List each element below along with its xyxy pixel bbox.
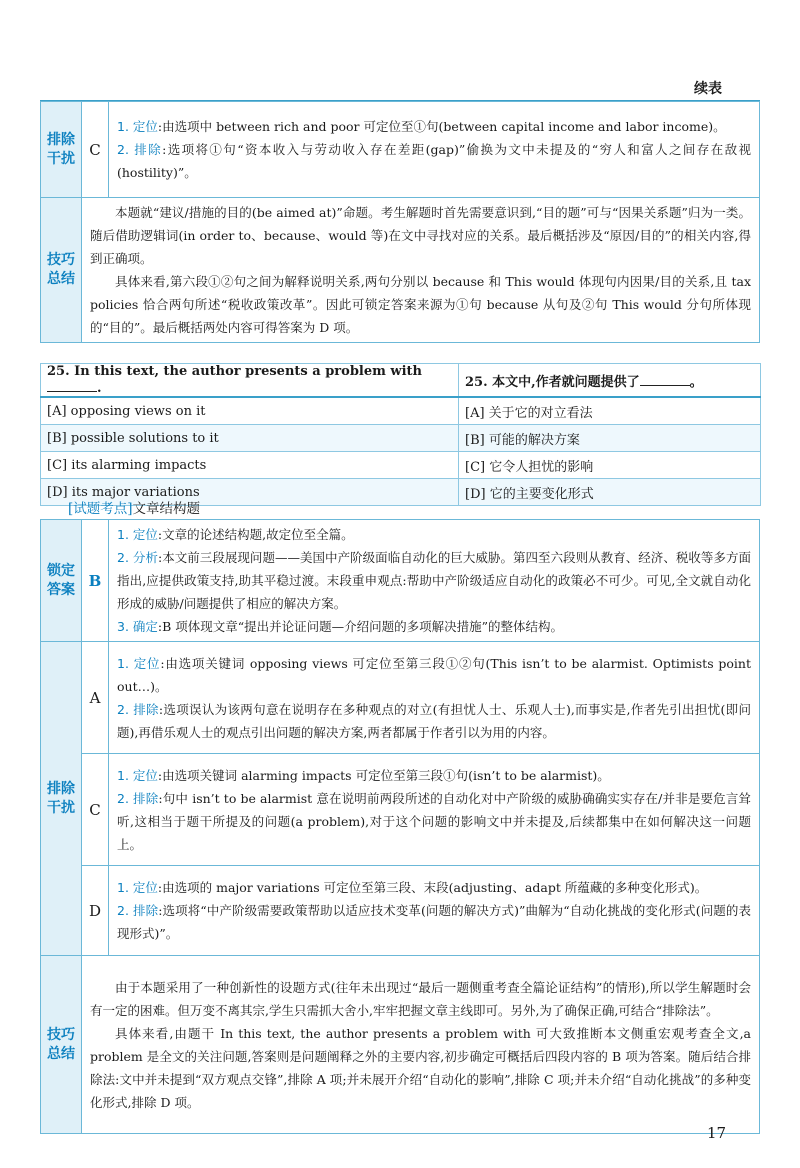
- point-text: :由选项关键词 opposing views 可定位至第三段①②句(This isn’t to be alarmist. Optimists point out…)。: [117, 655, 751, 694]
- point-text: :文章的论述结构题,故定位至全篇。: [157, 527, 354, 542]
- bottom-analysis-table: [40, 519, 760, 1134]
- exclude-c-text: [109, 102, 760, 198]
- point-text: :由选项的 major variations 可定位至第三段、末段(adjusting、adapt 所蕴藏的多种变化形式)。: [157, 880, 708, 895]
- point-label: 3. 确定: [117, 619, 158, 634]
- option-en: [A] opposing views on it: [41, 397, 459, 425]
- point-label: 1. 定位: [117, 880, 158, 895]
- tag-lock-answer: [41, 520, 82, 642]
- option-en: [D] its major variations: [41, 479, 459, 506]
- summary-paragraph: 本题就“建议/措施的目的(be aimed at)”命题。考生解题时首先需要意识到,“目的题”可与“因果关系题”归为一类。随后借助逻辑词(in order to、because、would 等)在文中寻找对应的关系。最后概括涉及“原因/目的”的相关内容,得到正确项。: [90, 205, 751, 266]
- summary-paragraph: 由于本题采用了一种创新性的设题方式(往年未出现过“最后一题侧重考查全篇论证结构”的情形),所以学生解题时会有一定的困难。但万变不离其宗,学生只需抓大舍小,牢牢把握文章主线即可。另外,为了确保正确,可结合“排除法”。: [90, 979, 751, 1018]
- point-label: 2. 排除: [117, 142, 163, 157]
- answer-letter: B: [82, 520, 109, 642]
- exclude-a-text: [109, 642, 760, 754]
- stem-en-text: 25. In this text, the author presents a problem with: [47, 364, 422, 379]
- tag-summary: [41, 956, 82, 1134]
- point-label: 1. 定位: [117, 767, 158, 783]
- tag-summary-text: 技巧总结: [47, 252, 75, 287]
- option-letter: D: [82, 866, 109, 956]
- exclude-d-text: [109, 866, 760, 956]
- option-zh: [A] 关于它的对立看法: [459, 397, 761, 425]
- option-en: [C] its alarming impacts: [41, 452, 459, 479]
- test-point-text: 文章结构题: [132, 501, 201, 517]
- summary-text: [82, 198, 760, 343]
- continued-label: 续表: [694, 81, 722, 97]
- test-point-label: [试题考点]: [68, 501, 133, 517]
- question-stem-en: 25. In this text, the author presents a problem with .: [41, 364, 459, 398]
- point-text: :B 项体现文章“提出并论证问题—介绍问题的多项解决措施”的整体结构。: [157, 619, 564, 634]
- option-letter: A: [82, 642, 109, 754]
- tag-summary-text: 技巧总结: [47, 1026, 75, 1062]
- option-en: [B] possible solutions to it: [41, 425, 459, 452]
- point-label: 1. 定位: [117, 655, 161, 671]
- point-label: 1. 定位: [117, 119, 158, 134]
- test-point: [68, 497, 200, 517]
- summary2-text: [82, 956, 760, 1134]
- summary-paragraph: 具体来看,由题干 In this text, the author presents a problem with 可大致推断本文侧重宏观考查全文,a problem 是全文的关注问题,答案则是问题阐释之外的主要内容,初步确定可概括后四段内容的 B 项为答案。随后结合排除法:文中并未提到“双方观点交锋”,排除 A 项;并未展开介绍“自动化的影响”,排除 C 项;并未介绍“自动化挑战”的多种变化形式,排除 D 项。: [90, 1025, 751, 1110]
- option-letter: C: [82, 754, 109, 866]
- point-text: :本文前三段展现问题——美国中产阶级面临自动化的巨大威胁。第四至六段则从教育、经济、税收等多方面指出,应提供政策支持,助其平稳过渡。末段重申观点:帮助中产阶级适应自动化的政策必不可少。可见,全文就自动化形成的威胁/问题提供了相应的解决方案。: [117, 550, 751, 611]
- tag-exclude: [41, 102, 82, 198]
- point-label: 2. 排除: [117, 701, 159, 717]
- tag-lock-text: 锁定答案: [47, 562, 75, 598]
- top-analysis-table: [40, 101, 760, 343]
- option-zh: [D] 它的主要变化形式: [459, 479, 761, 506]
- question-stem-zh: 25. 本文中,作者就问题提供了 。: [459, 364, 761, 398]
- point-text: :选项误认为该两句意在说明存在多种观点的对立(有担忧人士、乐观人士),而事实是,作者先引出担忧(即问题),再借乐观人士的观点引出问题的解决方案,两者都属于作者引以为用的内容。: [117, 701, 751, 740]
- exclude-c2-text: [109, 754, 760, 866]
- tag-exclude: [41, 642, 82, 956]
- point-label: 2. 分析: [117, 550, 158, 565]
- option-zh: [B] 可能的解决方案: [459, 425, 761, 452]
- option-letter: C: [82, 102, 109, 198]
- point-text: :选项将①句“资本收入与劳动收入存在差距(gap)”偷换为文中未提及的“穷人和富人之间存在敌视(hostility)”。: [117, 142, 751, 180]
- tag-exclude-text: 排除干扰: [47, 131, 75, 167]
- point-text: :由选项中 between rich and poor 可定位至①句(between capital income and labor income)。: [157, 119, 726, 134]
- stem-zh-text: 25. 本文中,作者就问题提供了: [465, 374, 640, 390]
- answer-blank: [47, 379, 97, 392]
- option-zh: [C] 它令人担忧的影响: [459, 452, 761, 479]
- summary-paragraph: 具体来看,第六段①②句之间为解释说明关系,两句分别以 because 和 This would 体现句内因果/目的关系,且 tax policies 恰合两句所述“税收政策改革”。因此可锁定答案来源为①句 because 从句及②句 This would 分句所体现的“目的”。最后概括两处内容可得答案为 D 项。: [90, 274, 751, 335]
- point-label: 1. 定位: [117, 527, 158, 542]
- lock-answer-text: [109, 520, 760, 642]
- tag-exclude-text: 排除干扰: [47, 780, 75, 816]
- point-label: 2. 排除: [117, 903, 159, 918]
- point-text: :选项将“中产阶级需要政策帮助以适应技术变革(问题的解决方式)”曲解为“自动化挑战的变化形式(问题的表现形式)”。: [117, 903, 752, 941]
- point-label: 2. 排除: [117, 790, 159, 806]
- point-text: :由选项关键词 alarming impacts 可定位至第三段①句(isn’t to be alarmist)。: [157, 767, 610, 783]
- question-table: [40, 363, 761, 506]
- point-text: :句中 isn’t to be alarmist 意在说明前两段所述的自动化对中产阶级的威胁确确实实存在/并非是要危言耸听,这相当于题干所提及的问题(a problem),对于这个问题的影响文中并未提及,后续都集中在如何解决这一问题上。: [117, 790, 751, 852]
- page-number: 17: [707, 1124, 727, 1142]
- tag-summary: [41, 198, 82, 343]
- answer-blank: [640, 373, 690, 386]
